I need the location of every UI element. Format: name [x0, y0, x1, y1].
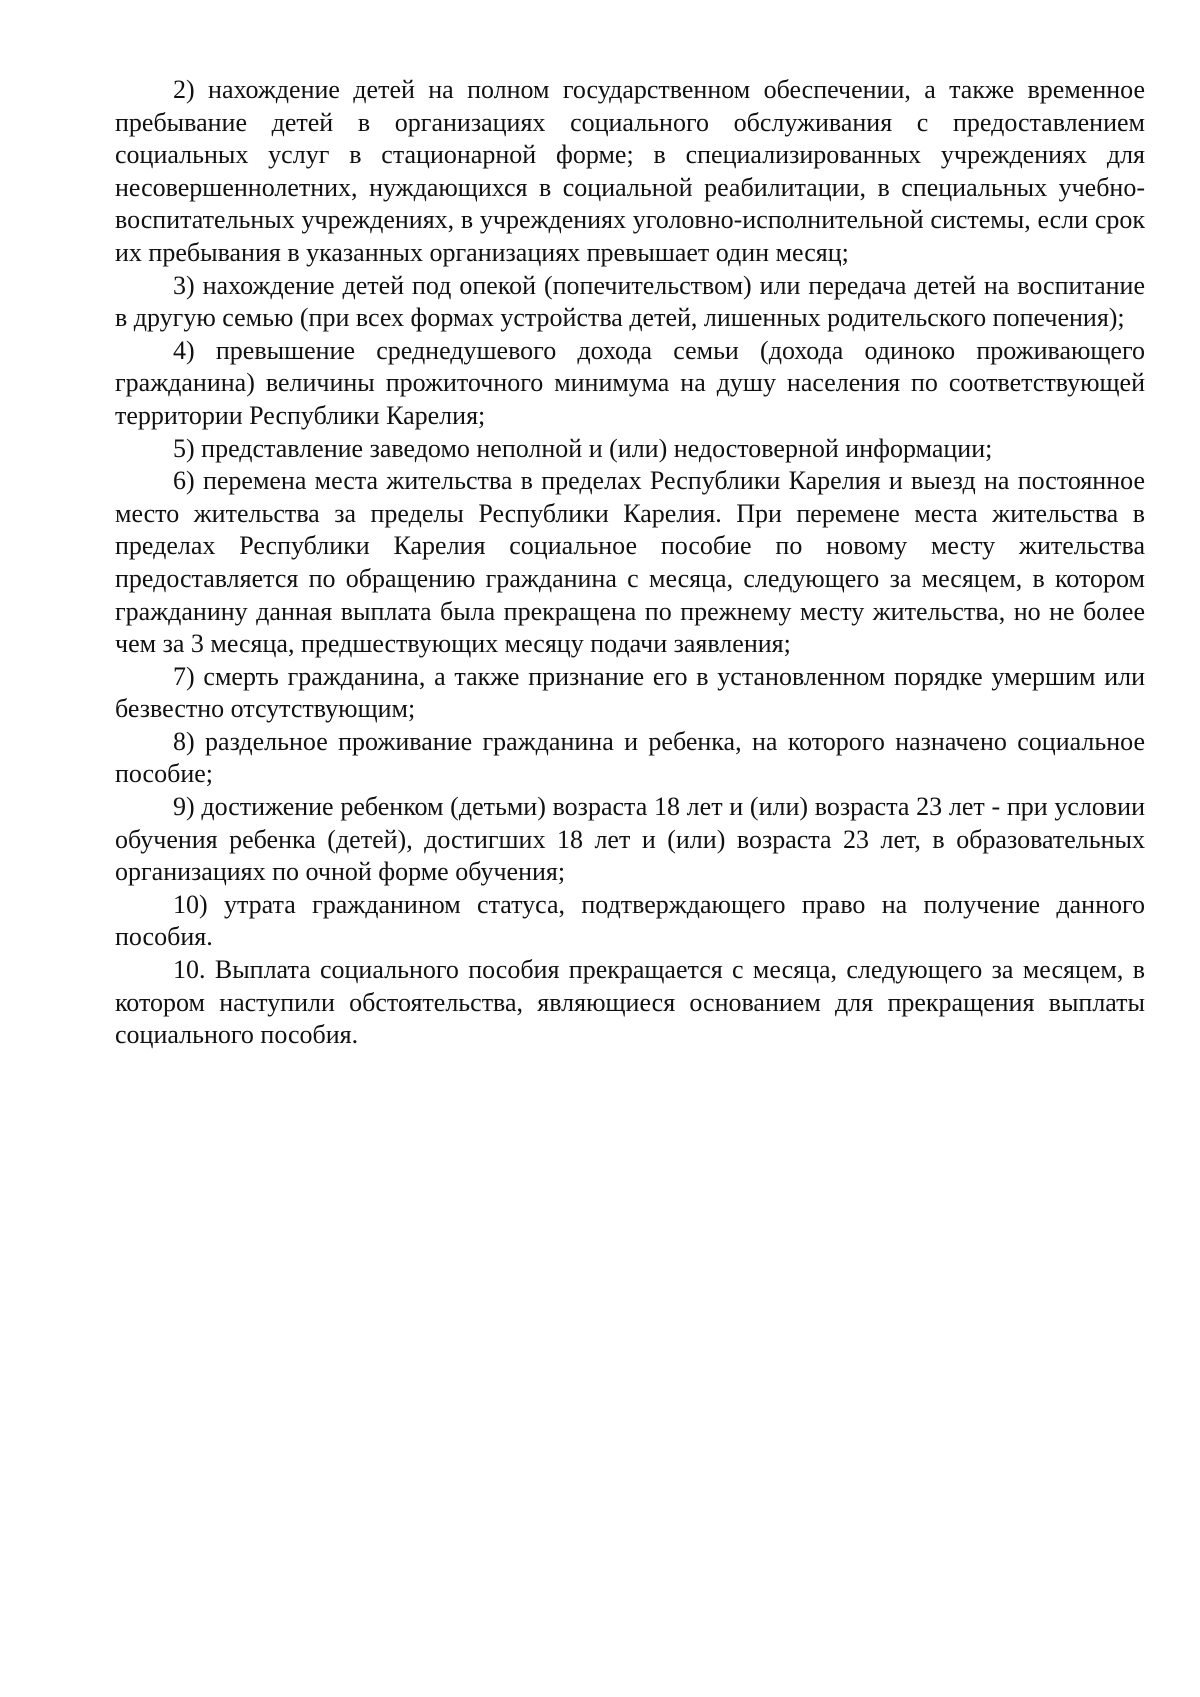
paragraph-item-8: 8) раздельное проживание гражданина и ребенка, на которого назначено социальное пособие;: [115, 726, 1145, 789]
paragraph-clause-10: 10. Выплата социального пособия прекращается с месяца, следующего за месяцем, в котором наступили обстоятельства, являющиеся основанием для прекращения выплаты социального пособия.: [115, 955, 1145, 1050]
paragraph-item-6: 6) перемена места жительства в пределах Республики Карелия и выезд на постоянное место жительства за пределы Республики Карелия. При перемене места жительства в пределах Республики Карелия социальное пособие по новому месту жительства предоставляется по обращению гражданина с месяца, следующего за месяцем, в котором гражданину данная выплата была прекращена по прежнему месту жительства, но не более чем за 3 месяца, предшествующих месяцу подачи заявления;: [115, 466, 1145, 659]
paragraph-item-5: 5) представление заведомо неполной и (или) недостоверной информации;: [173, 433, 993, 463]
paragraph-item-2: 2) нахождение детей на полном государственном обеспечении, а также временное пребывание детей в организациях социального обслуживания с предоставлением социальных услуг в стационарной форме; в специализированных учреждениях для несовершеннолетних, нуждающихся в социальной реабилитации, в специальных учебно-воспитательных учреждениях, в учреждениях уголовно-исполнительной системы, если срок их пребывания в указанных организациях превышает один месяц;: [115, 75, 1145, 267]
paragraph-item-4: 4) превышение среднедушевого дохода семьи (дохода одиноко проживающего гражданина) величины прожиточного минимума на душу населения по соответствующей территории Республики Карелия;: [115, 335, 1145, 430]
paragraph-item-10: 10) утрата гражданином статуса, подтверждающего право на получение данного пособия.: [115, 889, 1145, 952]
paragraph-item-9: 9) достижение ребенком (детьми) возраста 18 лет и (или) возраста 23 лет - при условии обучения ребенка (детей), достигших 18 лет и (или) возраста 23 лет, в образовательных организациях по очной форме обучения;: [115, 792, 1145, 887]
paragraph-item-3: 3) нахождение детей под опекой (попечительством) или передача детей на воспитание в другую семью (при всех формах устройства детей, лишенных родительского попечения);: [115, 270, 1145, 333]
paragraph-item-7: 7) смерть гражданина, а также признание его в установленном порядке умершим или безвестно отсутствующим;: [115, 661, 1145, 724]
document-body: [115, 74, 1145, 1052]
